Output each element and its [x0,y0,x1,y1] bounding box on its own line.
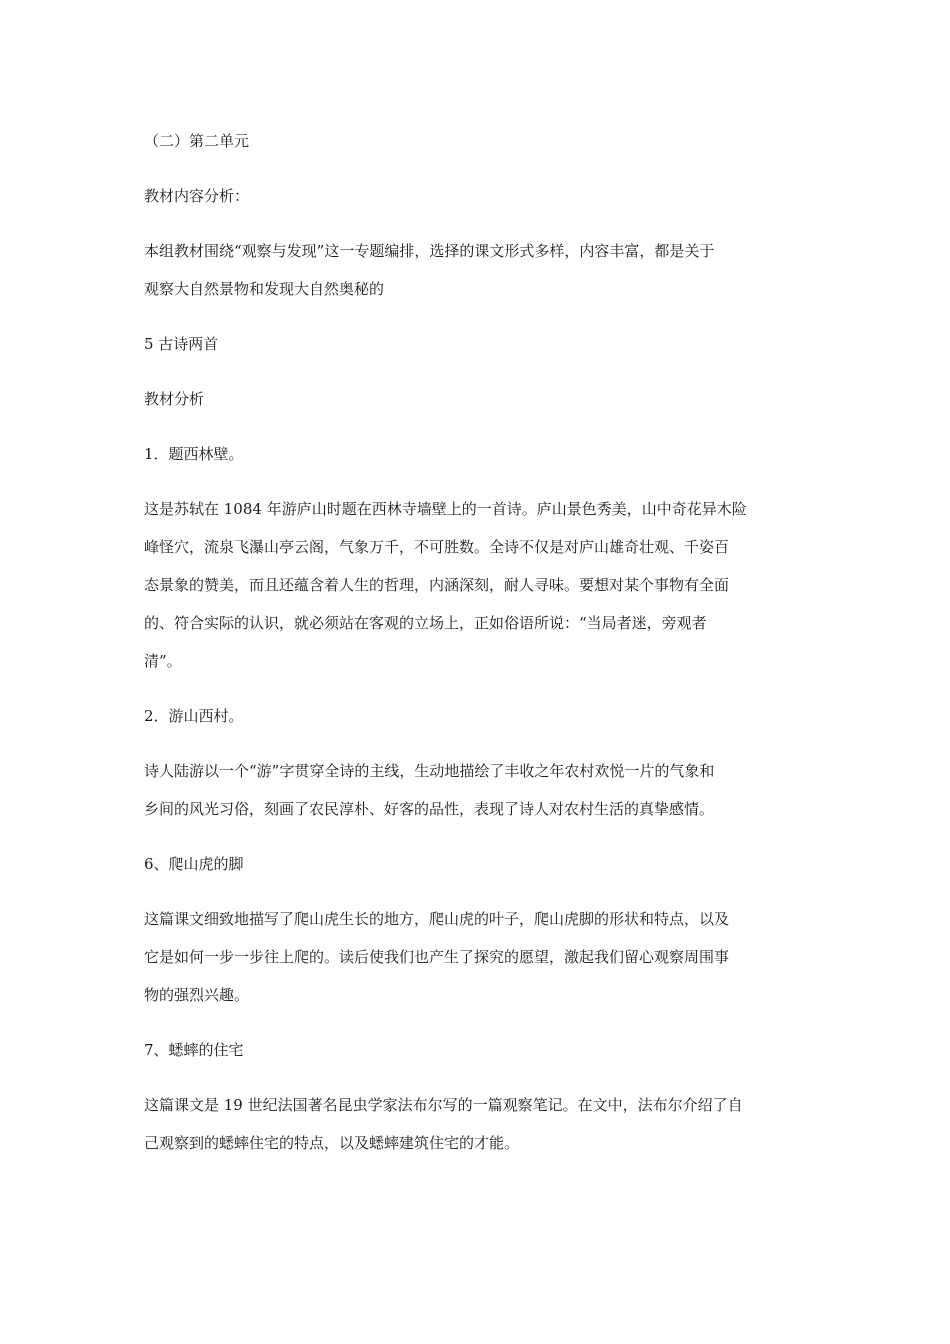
unit-heading: （二）第二单元 [144,132,250,150]
lesson7-title-block [144,1031,808,1069]
analysis-label: 教材内容分析： [144,187,250,205]
poem2-title-block [144,697,808,735]
lesson6-line: 它是如何一步一步往上爬的。读后使我们也产生了探究的愿望，激起我们留心观察周围事 [144,948,730,966]
poem1-line: 峰怪穴，流泉飞瀑山亭云阁，气象万千，不可胜数。全诗不仅是对庐山雄奇壮观、千姿百 [144,538,730,556]
poem2-line: 诗人陆游以一个“游”字贯穿全诗的主线，生动地描绘了丰收之年农村欢悦一片的气象和 [144,762,715,780]
poem1-line: 态景象的赞美，而且还蕴含着人生的哲理，内涵深刻，耐人寻味。要想对某个事物有全面 [144,576,730,594]
intro-line: 观察大自然景物和发现大自然奥秘的 [144,280,385,298]
lesson7-line: 这篇课文是 19 世纪法国著名昆虫学家法布尔写的一篇观察笔记。在文中，法布尔介绍了自 [144,1096,743,1114]
analysis-label-block [144,177,808,215]
intro-paragraph [144,232,808,308]
poem2-paragraph [144,752,808,828]
poem1-paragraph [144,490,808,680]
poem1-line: 清”。 [144,652,182,670]
lesson5-title-block [144,325,808,363]
lesson5-analysis-block [144,380,808,418]
lesson6-line: 这篇课文细致地描写了爬山虎生长的地方，爬山虎的叶子，爬山虎脚的形状和特点，以及 [144,910,730,928]
lesson7-line: 己观察到的蟋蟀住宅的特点，以及蟋蟀建筑住宅的才能。 [144,1134,520,1152]
lesson5-title: 5 古诗两首 [144,335,219,353]
lesson7-paragraph [144,1086,808,1162]
poem1-title-block [144,435,808,473]
poem2-title: 2．游山西村。 [144,707,244,725]
poem2-line: 乡间的风光习俗，刻画了农民淳朴、好客的品性，表现了诗人对农村生活的真挚感情。 [144,800,715,818]
unit-heading-block [144,122,808,160]
poem1-line: 的、符合实际的认识，就必须站在客观的立场上，正如俗语所说：“当局者迷，旁观者 [144,614,707,632]
document-page [144,122,808,1179]
intro-line: 本组教材围绕“观察与发现”这一专题编排，选择的课文形式多样，内容丰富，都是关于 [144,242,715,260]
lesson6-title-block [144,845,808,883]
poem1-line: 这是苏轼在 1084 年游庐山时题在西林寺墙壁上的一首诗。庐山景色秀美，山中奇花异木险 [144,500,747,518]
lesson7-title: 7、蟋蟀的住宅 [144,1041,244,1059]
lesson6-title: 6、爬山虎的脚 [144,855,244,873]
lesson5-analysis-label: 教材分析 [144,390,205,408]
lesson6-paragraph [144,900,808,1014]
poem1-title: 1．题西林壁。 [144,445,244,463]
lesson6-line: 物的强烈兴趣。 [144,986,250,1004]
